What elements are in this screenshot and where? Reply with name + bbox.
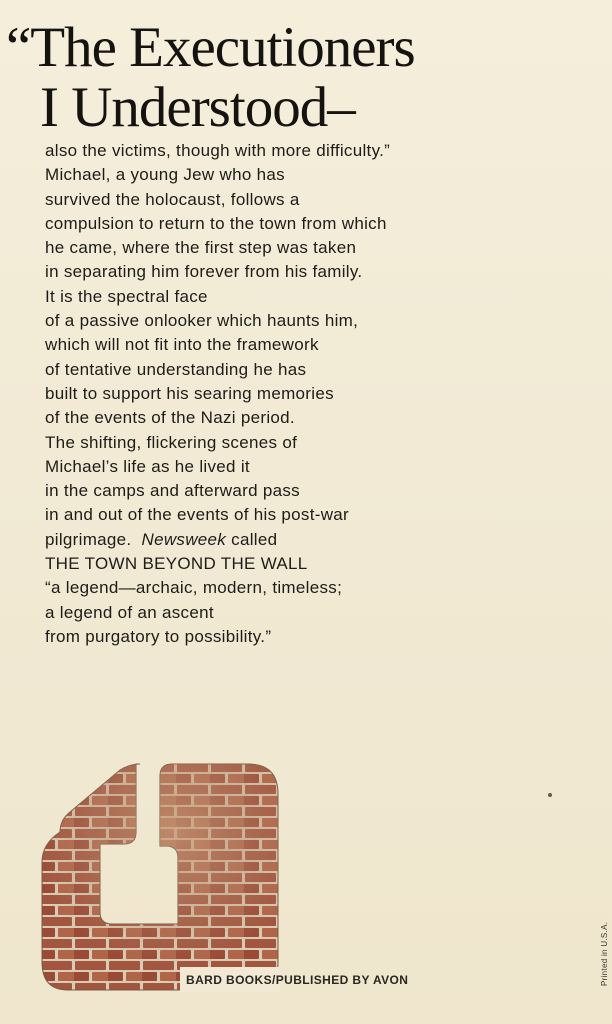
called-text: called [231, 529, 278, 549]
newsweek-title: Newsweek [141, 529, 227, 549]
blurb-line: The shifting, flickering scenes of [45, 432, 298, 452]
blurb-line: built to support his searing memories [45, 383, 334, 403]
blurb-text [45, 139, 565, 649]
blurb-line: compulsion to return to the town from which [45, 213, 387, 233]
blurb-line: also the victims, though with more difficulty.” [45, 141, 391, 160]
headline-line-2: I Understood– [40, 76, 355, 139]
blurb-line: in separating him forever from his family. [45, 262, 363, 282]
blurb-line: Michael’s life as he lived it [45, 456, 250, 476]
blurb-line: he came, where the first step was taken [45, 238, 357, 258]
blurb-line: a legend of an ascent [45, 602, 214, 622]
blurb-line: It is the spectral face [45, 286, 208, 306]
blurb-line: in the camps and afterward pass [45, 481, 300, 501]
pilgrimage-text: pilgrimage. [45, 529, 132, 549]
blurb-line: Michael, a young Jew who has [45, 165, 285, 185]
publisher-imprint: BARD BOOKS/PUBLISHED BY AVON [186, 973, 409, 987]
book-title-line: THE TOWN BEYOND THE WALL [45, 554, 308, 574]
blurb-line: “a legend—archaic, modern, timeless; [45, 578, 343, 598]
blurb-line: in and out of the events of his post-war [45, 505, 350, 525]
blurb-line: which will not fit into the framework [45, 335, 319, 355]
blurb-line: of the events of the Nazi period. [45, 408, 295, 428]
headline-quote [6, 18, 606, 138]
brick-wall-face-artwork [40, 762, 280, 992]
blurb-line-newsweek [45, 528, 565, 552]
blurb-line: from purgatory to possibility.” [45, 626, 272, 646]
headline-line-1: “The Executioners [6, 16, 415, 79]
blurb-line: of a passive onlooker which haunts him, [45, 311, 359, 331]
blurb-line: of tentative understanding he has [45, 359, 307, 379]
paper-speck [548, 793, 552, 797]
blurb-line: survived the holocaust, follows a [45, 189, 300, 209]
printed-in-usa: Printed in U.S.A. [600, 921, 609, 986]
